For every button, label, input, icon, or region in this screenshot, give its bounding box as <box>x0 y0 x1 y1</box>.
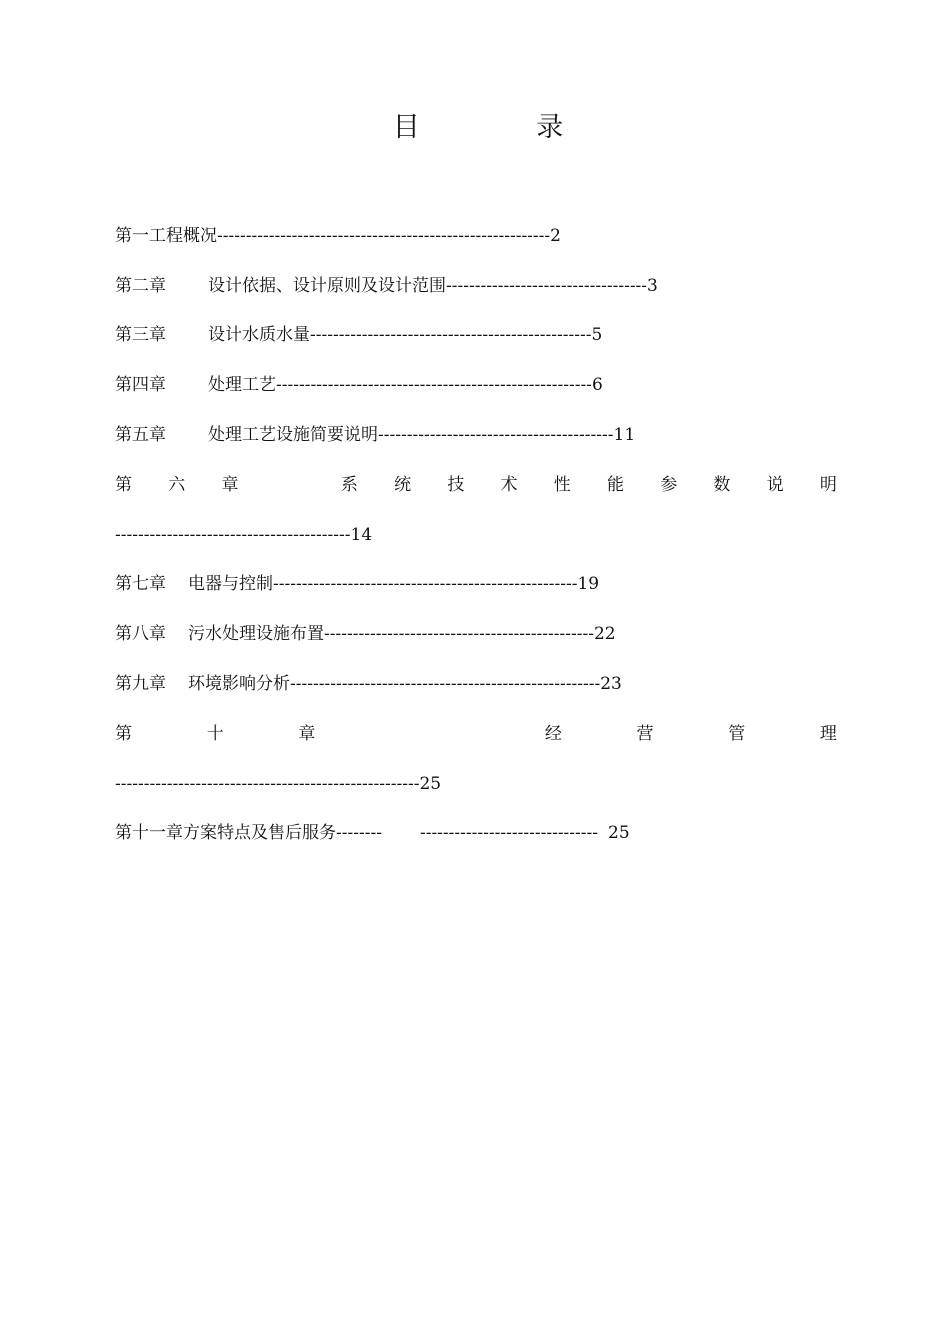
chapter-title: 污水处理设施布置 <box>188 624 324 644</box>
chapter-label: 第九章 <box>115 674 166 694</box>
toc-entry-1[interactable] <box>115 224 561 248</box>
title-char: 技 <box>447 475 465 495</box>
chapter-label: 第七章 <box>115 574 166 594</box>
title-char: 经 <box>544 724 562 744</box>
leader-dots: ----------------------------------------- <box>115 525 351 545</box>
title-char: 系 <box>340 475 358 495</box>
leader-dots: ----------------------------------------------- <box>324 624 594 644</box>
toc-entry-9[interactable] <box>115 672 622 696</box>
toc-entry-11[interactable] <box>115 821 630 845</box>
toc-entry-7[interactable] <box>115 572 599 596</box>
chapter-label: 第二章 <box>115 276 166 296</box>
leader-dots: ----------------------------------- <box>446 276 648 296</box>
toc-entry-10-leader[interactable] <box>115 772 441 796</box>
chapter-char: 六 <box>168 475 186 495</box>
chapter-label: 第十一章方案特点及售后服务 <box>115 823 336 843</box>
title-char: 性 <box>553 475 571 495</box>
toc-title: 目 录 <box>392 112 618 143</box>
leader-dots: ----------------------------------------------------- <box>273 574 578 594</box>
leader-dots: ----------------------------------------------------- <box>115 774 420 794</box>
toc-entry-10[interactable] <box>115 722 837 746</box>
leader-dots: ------------------------------------------------------- <box>276 375 592 395</box>
title-char: 数 <box>713 475 731 495</box>
page-number: 6 <box>591 375 603 395</box>
page-number: 3 <box>647 276 658 296</box>
toc-entry-6-leader[interactable] <box>115 523 372 547</box>
chapter-title: 处理工艺 <box>208 375 276 395</box>
chapter-title: 设计水质水量 <box>208 325 310 345</box>
leader-dots: ----------------------------------------- <box>378 425 614 445</box>
chapter-char: 第 <box>115 475 132 495</box>
chapter-char: 第 <box>115 724 132 744</box>
toc-entry-8[interactable] <box>115 622 616 646</box>
spacer <box>390 722 470 746</box>
page-number: 22 <box>593 624 616 644</box>
title-char: 术 <box>500 475 518 495</box>
chapter-char: 章 <box>298 724 316 744</box>
page-number: 23 <box>600 674 622 694</box>
title-char: 明 <box>819 475 837 495</box>
chapter-title: 环境影响分析 <box>188 674 290 694</box>
toc-entry-4[interactable] <box>115 373 603 397</box>
chapter-char: 章 <box>221 475 239 495</box>
toc-entry-2[interactable] <box>115 274 658 298</box>
chapter-label: 第五章 <box>115 425 166 445</box>
page-number: 19 <box>577 574 600 594</box>
leader-dots: ------------------------------------------------- <box>310 325 592 345</box>
toc-entry-6[interactable] <box>115 473 837 497</box>
chapter-title: 处理工艺设施简要说明 <box>208 425 378 445</box>
chapter-label: 第四章 <box>115 375 166 395</box>
leader-dots: ---------------------------------------------------------- <box>217 226 551 246</box>
title-char: 理 <box>819 724 837 744</box>
spacer <box>275 473 305 497</box>
page-number: 25 <box>419 774 442 794</box>
title-char: 营 <box>636 724 654 744</box>
page-number: 25 <box>608 823 630 843</box>
leader-dots: ------------------------------------------------------ <box>290 674 601 694</box>
title-char: 参 <box>660 475 678 495</box>
chapter-label: 第三章 <box>115 325 166 345</box>
title-char: 说 <box>766 475 784 495</box>
chapter-title: 电器与控制 <box>188 574 273 594</box>
title-char: 管 <box>728 724 746 744</box>
chapter-title: 设计依据、设计原则及设计范围 <box>208 276 446 296</box>
page-number: 11 <box>613 425 636 445</box>
chapter-label: 第一工程概况 <box>115 226 217 246</box>
title-char: 能 <box>606 475 624 495</box>
page-number: 14 <box>350 525 373 545</box>
page-number: 5 <box>591 325 603 345</box>
leader-dots: ------------------------------- <box>419 823 599 843</box>
title-char: 统 <box>394 475 412 495</box>
chapter-label: 第八章 <box>115 624 166 644</box>
toc-entry-3[interactable] <box>115 323 602 347</box>
chapter-char: 十 <box>206 724 224 744</box>
leader-dots: -------- <box>336 823 382 843</box>
toc-entry-5[interactable] <box>115 423 635 447</box>
page-number: 2 <box>550 226 561 246</box>
